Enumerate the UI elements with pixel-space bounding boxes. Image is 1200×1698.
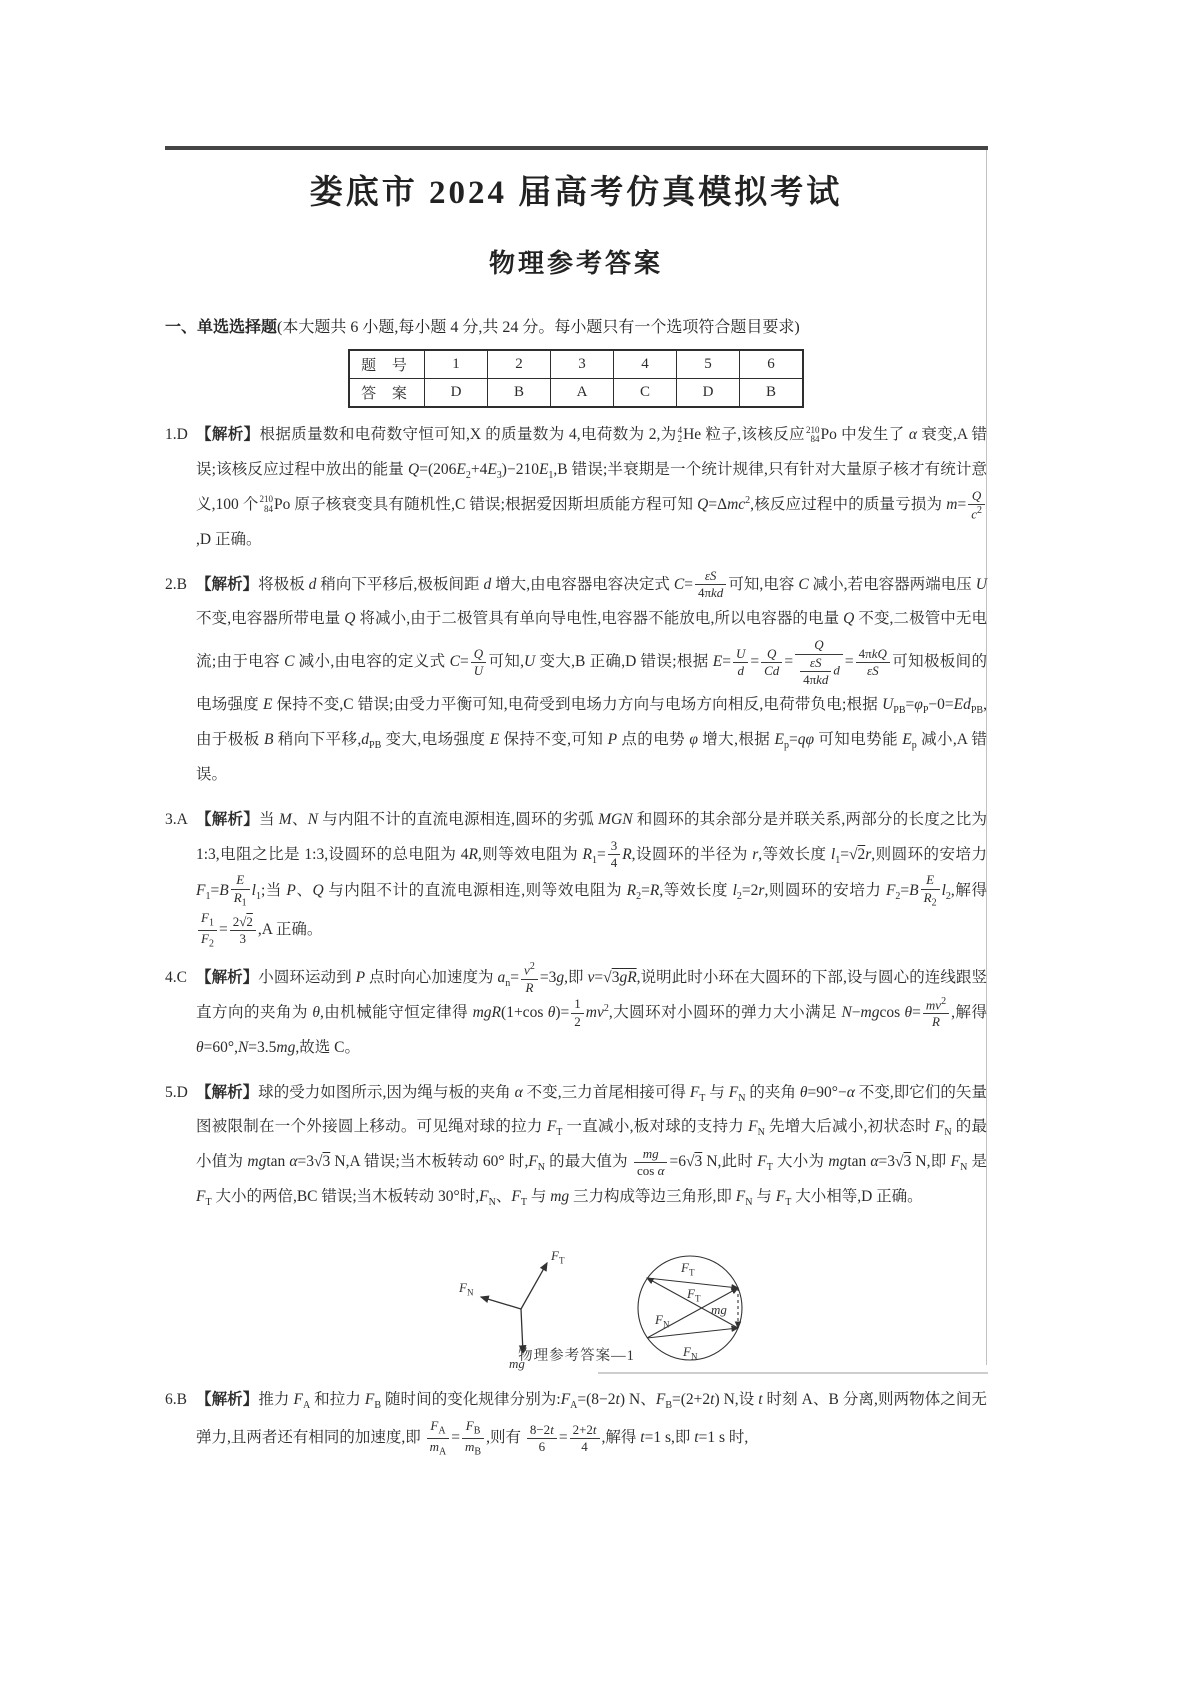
page-footer: 物理参考答案—1 [518, 1348, 635, 1364]
page-title: 娄底市 2024 届高考仿真模拟考试 [309, 175, 843, 211]
answer-cell: B [740, 379, 804, 408]
solution-text: 【解析】根据质量数和电荷数守恒可知,X 的质量数为 4,电荷数为 2,为 4 2 He 粒子,该核反应 210 84 Po 中发生了 α 衰变,A 错误;该核反应过程中放出的能量 $Q=(206E_2+4E_3)-210E_1,B$ 错误;半衰期是一个统计规律,只有针对大量原子核才有统计意义,100 个 210 84 Po 原子核衰变具有随机性,C 错误;根据爱因斯坦质能方程可知 Q=Δmc$^2$,核反应过程中的质量亏损为 m= $\frac{Q}{c^2}$ ,D 正确。 [196, 424, 987, 548]
question-number-cell: 4 [614, 350, 677, 379]
answer-cell: B [488, 379, 551, 408]
scanned-page [165, 150, 987, 1459]
force-label-fn-mid: $F_N$ [655, 1312, 670, 1330]
solution-number: 2.B [165, 575, 187, 593]
solution-number: 6.B [165, 1391, 187, 1409]
page-subtitle: 物理参考答案 [488, 249, 663, 278]
free-body-vectors [481, 1263, 547, 1353]
answer-table-label-answers: 答 案 [349, 379, 425, 408]
answer-cell: D [425, 379, 488, 408]
force-label-ft-mid: $F_T$ [687, 1286, 701, 1304]
force-label-fn-bottom: $F_N$ [683, 1344, 698, 1362]
answer-table [348, 349, 804, 408]
solution-number: 4.C [165, 968, 187, 986]
solution-text: 【解析】将极板 d 稍向下平移后,极板间距 d 增大,由电容器电容决定式 C= εS 4πkd 可知,电容 C 减小,若电容器两端电压 U 不变,电容器所带电量 Q 将减小,由于二极管具有单向导电性,电容器不能放电,所以电容器的电量 Q 不变,二极管中无电流;由于电容 C 减小,由电容的定义式 C= $\frac{Q}{U}$ 可知,U 变大,B 正确,D 错误;根据 E= $\frac{U}{d}$ = $\frac{Q}{Cd}$ = Q εS 4πkd d = 4πkQ εS 可知极板间的电场强度 E 保持不变,C 错误;由受力平衡可知,电荷受到电场力方向与电场方向相反,电荷带负电;根据 $U_{PB}=\varphi_P-0=Ed_{PB}$,由于极板 B 稍向下平移$,d_{PB}$ 变大,电场强度 E 保持不变,可知 P 点的电势 φ 增大,根据 $E_p=q\varphi$ 可知电势能 $E_p$ 减小,A 错误。 [196, 568, 987, 783]
solution-text: 【解析】推力 $F_A$ 和拉力 $F_B$ 随时间的变化规律分别为$:F_A=(8-2t)$ N、$F_B=(2+2t)$ N,设 t 时刻 A、B 分离,则两物体之间无弹力,且两者还有相同的加速度,即 $\frac{F_A}{m_A}$ = $\frac{F_B}{m_B}$ ,则有 $\frac{8-2t}{6}$ = $\frac{2+2t}{4}$ ,解得 t=1 s,即 t=1 s 时, [196, 1391, 987, 1458]
section-heading-lead: 一、单选选择题 [165, 319, 278, 336]
solution-item-6 [165, 1383, 987, 1459]
section-heading-rest: (本大题共 6 小题,每小题 4 分,共 24 分。每小题只有一个选项符合题目要求) [277, 319, 800, 336]
solution-text: 【解析】球的受力如图所示,因为绳与板的夹角 α 不变,三力首尾相接可得 $F_T$ 与 $F_N$ 的夹角 θ=90°−α 不变,即它们的矢量图被限制在一个外接圆上移动。可见绳对球的拉力 $F_T$ 一直减小,板对球的支持力 $F_N$ 先增大后减小,初状态时 $F_N$ 的最小值为 mgtan α=3 √ 3 N,A 错误;当木板转动 60° 时$,F_N$ 的最大值为 $\frac{mg}{\text{cos α}}$ =6 √ 3 N,此时 $F_T$ 大小为 mgtan α=3 √ 3 N,即 $F_N$ 是 $F_T$ 大小的两倍,BC 错误;当木板转动 30°时$,F_N$、$F_T$ 与 mg 三力构成等边三角形,即 $F_N$ 与 $F_T$ 大小相等,D 正确。 [196, 1084, 987, 1206]
question-number-cell: 3 [551, 350, 614, 379]
answer-cell: D [677, 379, 740, 408]
question-number-cell: 1 [425, 350, 488, 379]
answer-table-answer-row [349, 379, 803, 408]
question-number-cell: 2 [488, 350, 551, 379]
answer-table-label-numbers: 题 号 [349, 350, 425, 379]
solution-number: 3.A [165, 810, 188, 828]
solution-number: 1.D [165, 426, 188, 443]
force-label-ft: $F_T$ [551, 1248, 565, 1266]
answer-table-number-row [349, 350, 803, 379]
solution-item-3 [165, 803, 987, 951]
solution-number: 5.D [165, 1083, 188, 1101]
answer-cell: A [551, 379, 614, 408]
section-heading [165, 314, 987, 337]
force-label-fn: $F_N$ [459, 1280, 474, 1298]
force-label-mg: mg [509, 1356, 525, 1372]
solution-item-1 [165, 418, 987, 558]
solution-item-4 [165, 961, 987, 1066]
solution-item-5 [165, 1076, 987, 1216]
force-label-ft-top: $F_T$ [681, 1260, 695, 1278]
answer-cell: C [614, 379, 677, 408]
force-label-mg-right: mg [711, 1302, 727, 1318]
question-number-cell: 5 [677, 350, 740, 379]
solution-text: 【解析】当 M、N 与内阻不计的直流电源相连,圆环的劣弧 MGN 和圆环的其余部分是并联关系,两部分的长度之比为 1:3,电阻之比是 1:3,设圆环的总电阻为 4R,则等效电阻为 $R_1=$ $\frac{3}{4}$ R,设圆环的半径为 r,等效长度 $l_1=$ √ 2r,则圆环的安培力 $F_1=B$ $\frac{E}{R_1}$ $l_1$;当 P、Q 与内阻不计的直流电源相连,则等效电阻为 $R_2=R$,等效长度 $l_2=2r$,则圆环的安培力 $F_2=B$ $\frac{E}{R_2}$ $l_2$,解得 $\frac{F_1}{F_2}$ = $\frac{2 √ 2}{3}$ ,A 正确。 [196, 811, 987, 938]
solution-item-2 [165, 568, 987, 793]
question-number-cell: 6 [740, 350, 804, 379]
solution-text: 【解析】小圆环运动到 P 点时向心加速度为 $a_n=$ $\frac{v^2}{R}$ =3g,即 v= √ 3gR,说明此时小环在大圆环的下部,设与圆心的连线跟竖直方向的夹角为 θ,由机械能守恒定律得 mgR(1+cos θ)= $\frac{1}{2}$ $mv^2$,大圆环对小圆环的弹力大小满足 N−mgcos θ= $\frac{mv^2}{R}$ ,解得 θ=60°,N=3.5mg,故选 C。 [196, 969, 987, 1056]
